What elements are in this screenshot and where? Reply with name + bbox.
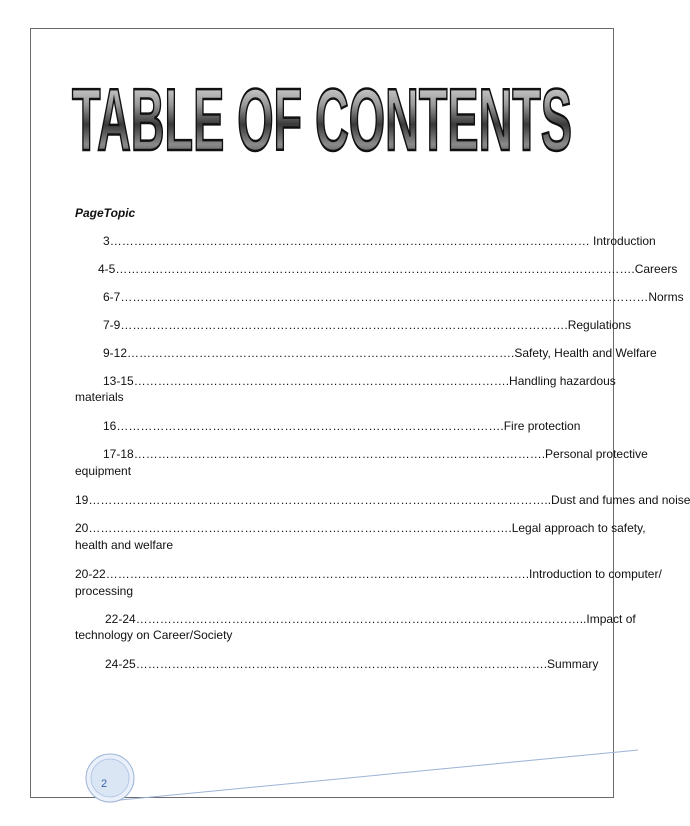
- toc-entry: [103, 371, 616, 391]
- entry-topic: Careers: [634, 262, 678, 276]
- entry-topic: Fire protection: [503, 419, 581, 433]
- entry-leader: ………………………………………………………………………………………………………………….: [115, 262, 635, 276]
- entry-page: 13-15: [103, 374, 134, 388]
- toc-heading: PageTopic: [75, 206, 136, 220]
- entry-page: 7-9: [103, 318, 121, 332]
- entry-leader: ……………………………………………………………………………………………………..: [88, 493, 552, 507]
- toc-entry: [103, 343, 657, 363]
- entry-topic: Legal approach to safety,: [511, 521, 646, 535]
- entry-topic: Regulations: [567, 318, 632, 332]
- toc-entry: [103, 444, 648, 464]
- entry-topic: Introduction: [589, 234, 656, 248]
- entry-leader: …………………………………………………………………………………………………………: [109, 234, 590, 248]
- entry-continuation: health and welfare: [75, 538, 174, 552]
- entry-page: 4-5: [98, 262, 116, 276]
- entry-continuation: materials: [75, 390, 124, 404]
- entry-continuation: technology on Career/Society: [75, 628, 233, 642]
- toc-entry: [75, 518, 646, 538]
- entry-leader: …………………………………………………………………………………………….: [105, 567, 530, 581]
- entry-leader: ………………………………………………………………………………………….: [133, 447, 546, 461]
- entry-topic: Norms: [648, 290, 684, 304]
- entry-continuation: processing: [75, 584, 134, 598]
- entry-leader: ………………………………………………………………………………………………….: [120, 318, 568, 332]
- entry-page: 20: [75, 521, 89, 535]
- entry-continuation: equipment: [75, 464, 132, 478]
- entry-leader: …………………………………………………………………………………………….: [88, 521, 512, 535]
- toc-entry: [103, 416, 580, 436]
- toc-entry: [75, 490, 690, 510]
- entry-page: 19: [75, 493, 89, 507]
- entry-leader: ………………………………………………………………………………………….: [135, 657, 548, 671]
- page-number: 2: [100, 778, 108, 790]
- toc-entry: [105, 654, 598, 674]
- entry-leader: ………………………………………………………………………………….: [133, 374, 510, 388]
- entry-topic: Impact of: [586, 612, 636, 626]
- entry-page: 20-22: [75, 567, 106, 581]
- title-text: TABLE OF CONTENTS: [72, 70, 572, 169]
- entry-leader: …………………………………………………………………………………….: [116, 419, 504, 433]
- entry-page: 24-25: [105, 657, 136, 671]
- entry-leader: ……………………………………………………………………………………………………………………: [120, 290, 649, 304]
- entry-topic: Dust and fumes and noise: [551, 493, 690, 507]
- toc-entry: [105, 609, 636, 629]
- entry-topic: Handling hazardous: [509, 374, 616, 388]
- entry-leader: …………………………………………………………………………………….: [127, 346, 515, 360]
- entry-page: 16: [103, 419, 117, 433]
- toc-entry: [98, 259, 677, 279]
- entry-topic: Personal protective: [545, 447, 648, 461]
- entry-page: 3: [103, 234, 110, 248]
- entry-leader: …………………………………………………………………………………………………..: [135, 612, 587, 626]
- toc-entry: [103, 315, 631, 335]
- title-wordart: [66, 70, 578, 169]
- entry-topic: Introduction to computer/: [529, 567, 662, 581]
- entry-page: 9-12: [103, 346, 128, 360]
- entry-page: 17-18: [103, 447, 134, 461]
- toc-entry: [103, 287, 684, 307]
- entry-page: 22-24: [105, 612, 136, 626]
- toc-entry: [75, 564, 662, 584]
- toc-entry: [103, 231, 656, 251]
- entry-topic: Summary: [547, 657, 599, 671]
- entry-topic: Safety, Health and Welfare: [514, 346, 657, 360]
- entry-page: 6-7: [103, 290, 121, 304]
